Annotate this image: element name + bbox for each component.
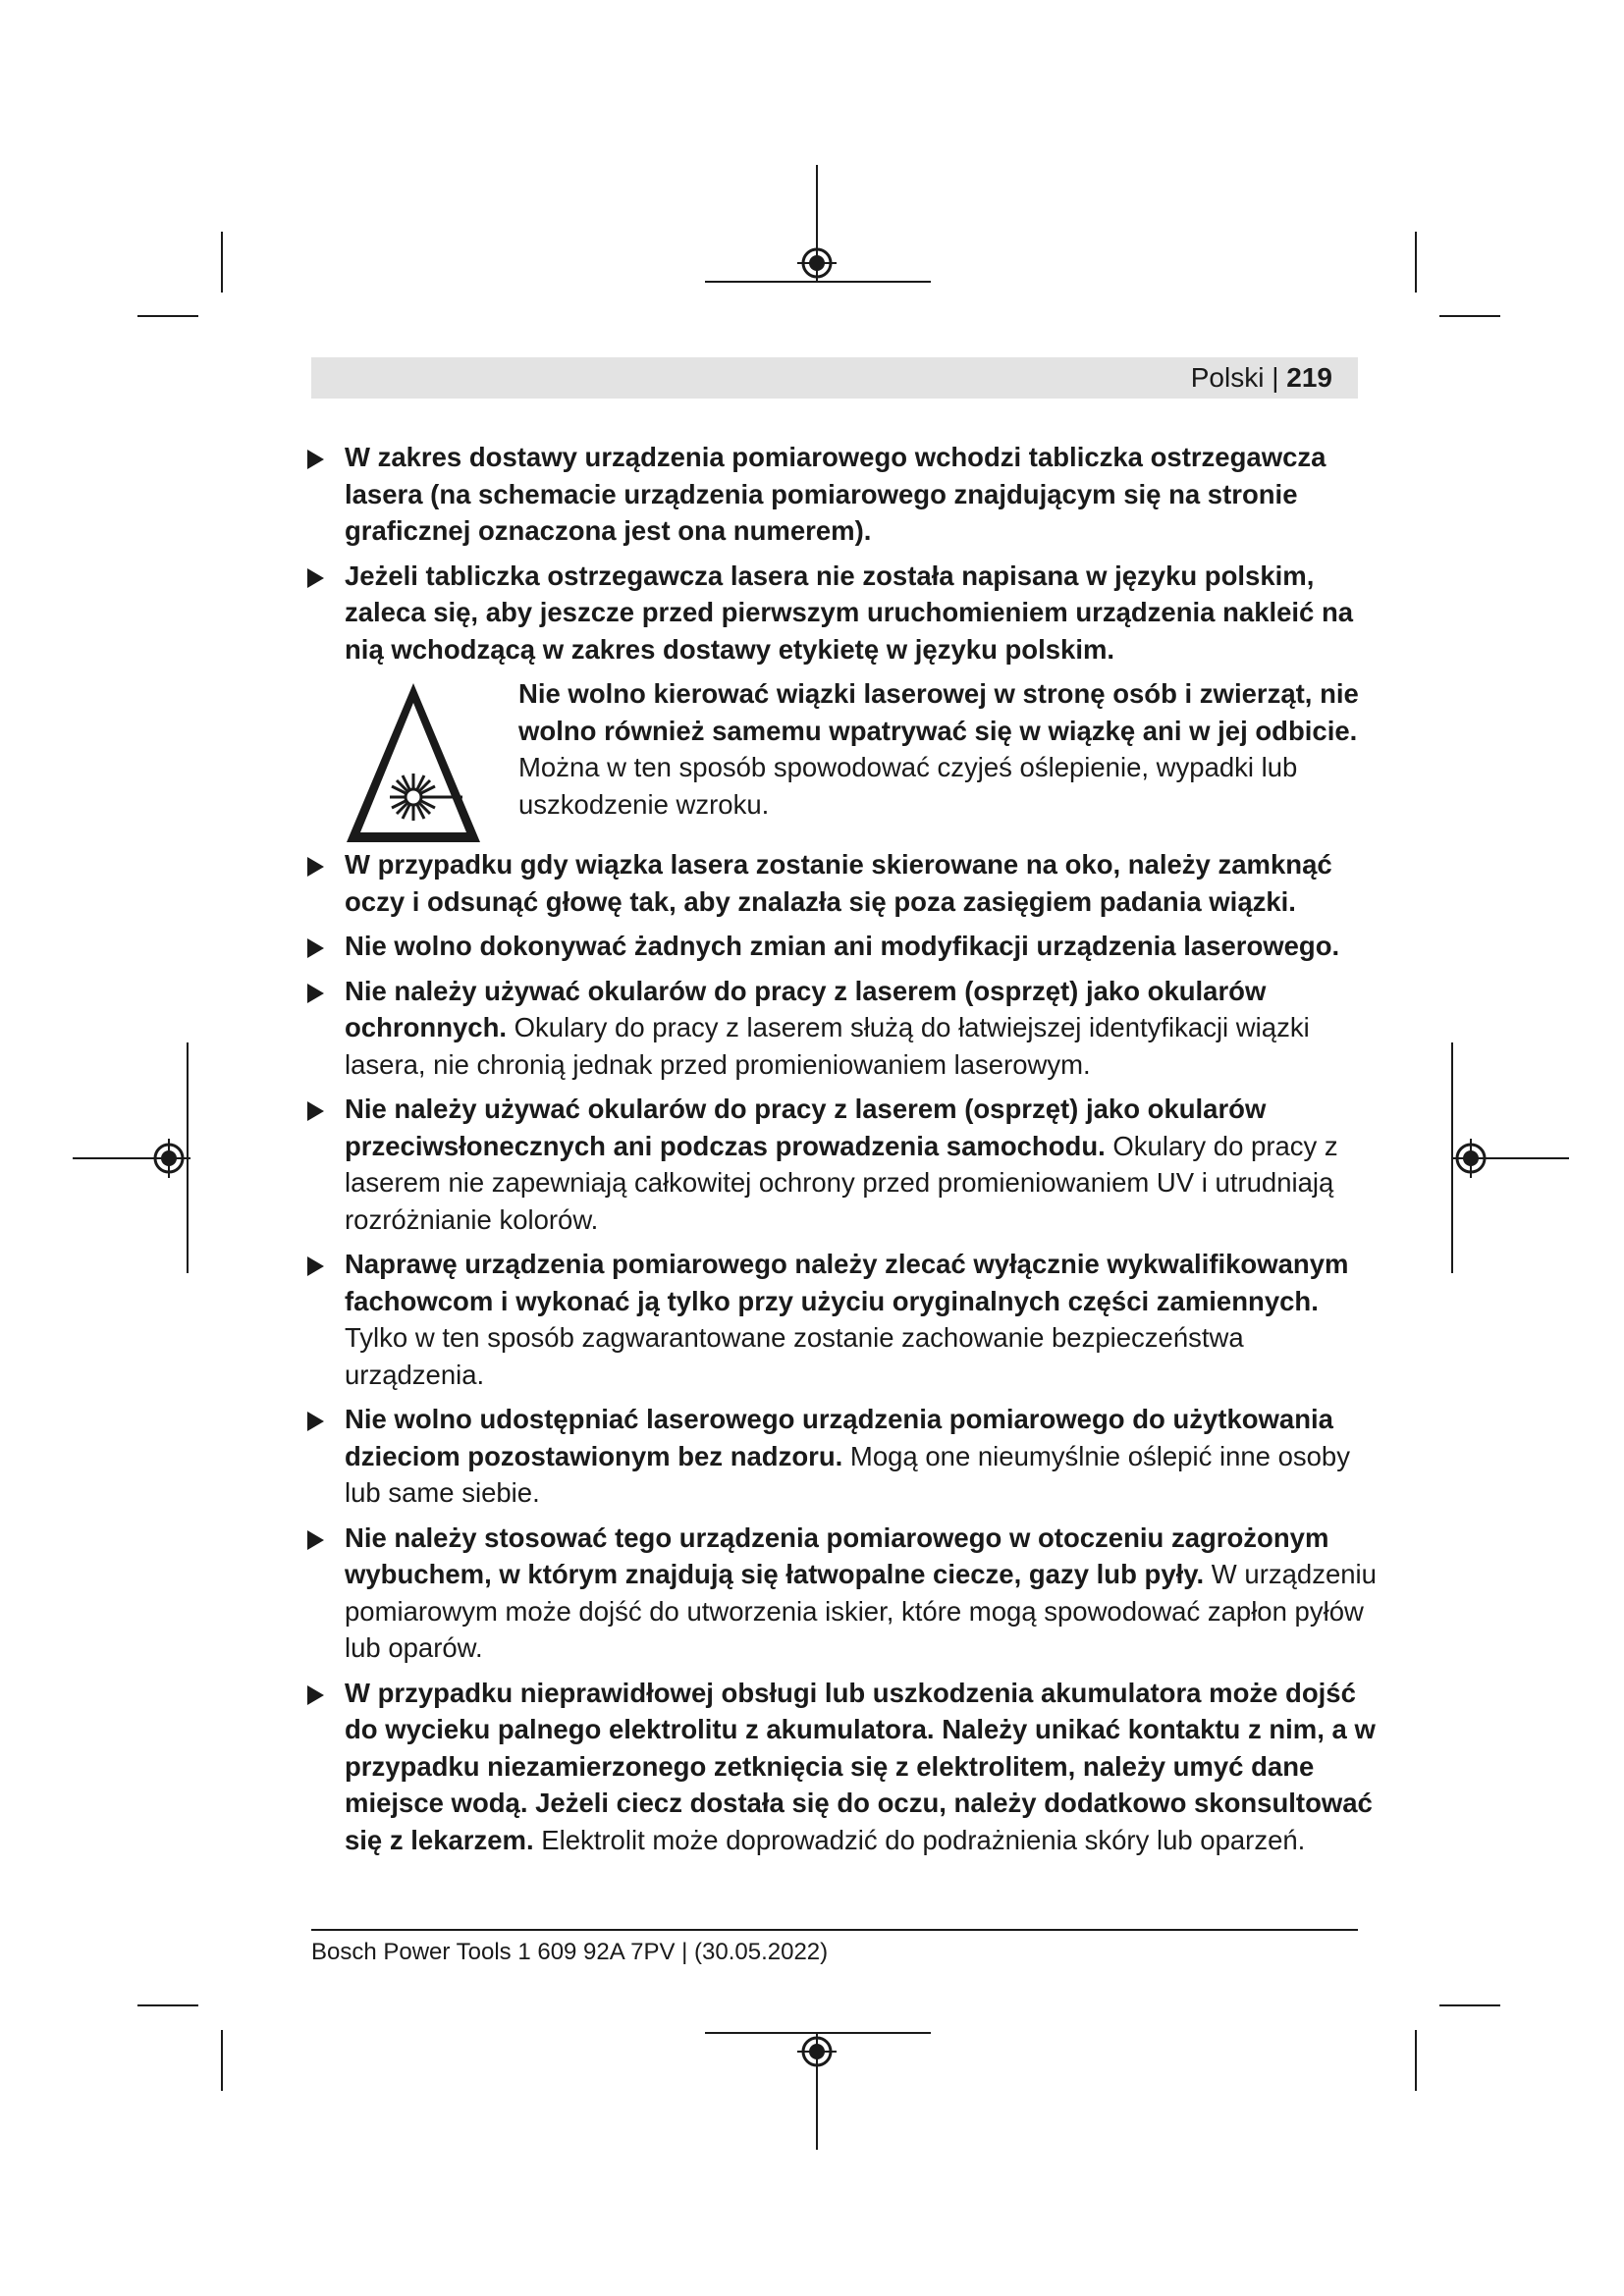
page-number: 219 [1286,362,1332,393]
registration-target-icon [149,1139,189,1178]
crop-mark [221,2030,223,2091]
item-normal-text: Mogą one nieumyślnie oślepić inne osoby lub same siebie. [345,1440,1350,1508]
list-item [307,1246,1387,1393]
list-item [307,558,1387,668]
list-item [307,1675,1387,1859]
list-item [307,928,1387,965]
list-item [307,1091,1387,1238]
bullet-arrow-icon [307,568,324,588]
bullet-arrow-icon [307,1101,324,1121]
crop-mark [1415,2030,1417,2091]
list-item [307,439,1387,550]
bullet-arrow-icon [307,1685,324,1705]
bullet-arrow-icon [307,984,324,1003]
item-bold-text: W przypadku gdy wiązka lasera zostanie skierowane na oko, należy zamknąć oczy i odsunąć głowę tak, aby znalazła się poza zasięgiem padania wiązki. [345,849,1332,917]
item-normal-text: Okulary do pracy z laserem służą do łatwiejszej identyfikacji wiązki lasera, nie chronią jednak przed promieniowaniem laserowym. [345,1012,1310,1080]
bullet-arrow-icon [307,938,324,958]
crop-mark [1415,232,1417,293]
warning-normal-text: Można w ten sposób spowodować czyjeś oślepienie, wypadki lub uszkodzenie wzroku. [518,752,1298,820]
item-bold-text: Nie należy używać okularów do pracy z laserem (osprzęt) jako okularów ochronnych. [345,975,1267,1042]
item-bold-text: Nie należy stosować tego urządzenia pomiarowego w otoczeniu zagrożonym wybuchem, w którym znajdują się łatwopalne ciecze, gazy lub pyły. [345,1522,1329,1589]
bullet-arrow-icon [307,1412,324,1431]
item-bold-text: Nie wolno dokonywać żadnych zmian ani modyfikacji urządzenia laserowego. [345,931,1340,961]
registration-target-icon [1451,1139,1490,1178]
crop-mark [137,315,198,317]
bullet-arrow-icon [307,450,324,469]
header-language: Polski [1190,362,1265,393]
safety-instructions [307,439,1387,1866]
list-item [307,846,1387,920]
item-bold-text: W zakres dostawy urządzenia pomiarowego wchodzi tabliczka ostrzegawcza lasera (na schemacie urządzenia pomiarowego znajdującym się na stronie graficznej oznaczona jest ona numerem). [345,442,1326,546]
crop-mark [221,232,223,293]
page-footer: Bosch Power Tools 1 609 92A 7PV | (30.05.2022) [311,1939,829,1965]
crop-mark [137,2004,198,2006]
item-normal-text: Tylko w ten sposób zagwarantowane zostanie zachowanie bezpieczeństwa urządzenia. [345,1322,1244,1390]
registration-target-icon [797,2032,837,2071]
laser-warning-block [345,675,1387,832]
header-label [1191,363,1332,393]
item-bold-text: Jeżeli tabliczka ostrzegawcza lasera nie została napisana w języku polskim, zaleca się, aby jeszcze przed pierwszym uruchomieniem urządzenia nakleić na nią wchodzącą w zakres dostawy etykietę w języku polskim. [345,560,1354,665]
registration-target-icon [797,243,837,283]
bullet-arrow-icon [307,1256,324,1276]
item-bold-text: Nie należy używać okularów do pracy z laserem (osprzęt) jako okularów przeciwsłonecznych ani podczas prowadzenia samochodu. [345,1094,1267,1161]
page-header [311,357,1358,399]
item-normal-text: Okulary do pracy z laserem nie zapewniają całkowitej ochrony przed promieniowaniem UV i utrudniają rozróżnianie kolorów. [345,1130,1338,1235]
item-bold-text: Naprawę urządzenia pomiarowego należy zlecać wyłącznie wykwalifikowanym fachowcom i wykonać ją tylko przy użyciu oryginalnych części zamiennych. [345,1249,1349,1316]
bullet-arrow-icon [307,857,324,877]
item-normal-text: Elektrolit może doprowadzić do podrażnienia skóry lub oparzeń. [533,1824,1306,1855]
item-normal-text: W urządzeniu pomiarowym może dojść do utworzenia iskier, które mogą spowodować zapłon pyłów lub oparów. [345,1559,1377,1663]
laser-warning-triangle-icon [345,675,546,852]
bullet-arrow-icon [307,1530,324,1550]
list-item [307,973,1387,1084]
item-bold-text: Nie wolno udostępniać laserowego urządzenia pomiarowego do użytkowania dzieciom pozostawionym bez nadzoru. [345,1404,1333,1471]
crop-mark [1439,315,1500,317]
footer-divider [311,1929,1358,1931]
header-separator: | [1264,362,1287,393]
list-item [307,1401,1387,1512]
crop-mark [1439,2004,1500,2006]
laser-warning-text [518,675,1382,823]
warning-bold-text: Nie wolno kierować wiązki laserowej w stronę osób i zwierząt, nie wolno również samemu wpatrywać się w wiązkę ani w jej odbicie. [518,678,1359,746]
list-item [307,1520,1387,1667]
item-bold-text: W przypadku nieprawidłowej obsługi lub uszkodzenia akumulatora może dojść do wycieku palnego elektrolitu z akumulatora. Należy unikać kontaktu z nim, a w przypadku niezamierzonego zetknięcia się z elektrolitem, należy umyć dane miejsce wodą. Jeżeli ciecz dostała się do oczu, należy dodatkowo skonsultować się z lekarzem. [345,1677,1376,1855]
